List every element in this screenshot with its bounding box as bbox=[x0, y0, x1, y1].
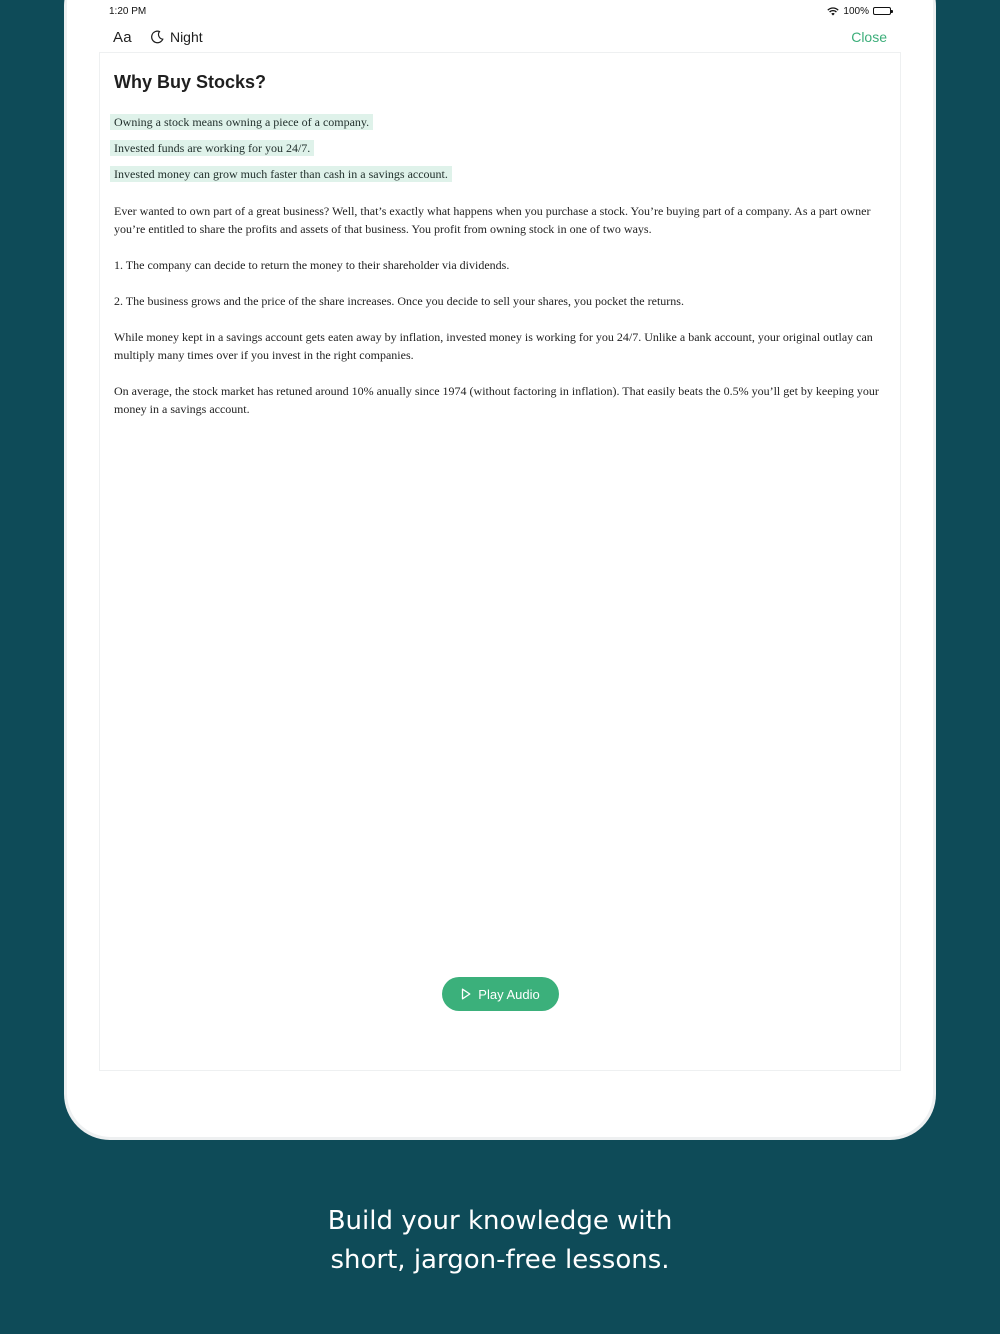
article-paragraph: Ever wanted to own part of a great business? Well, that’s exactly what happens when you purchase a stock. You’re buying part of a company. As a part owner you’re entitled to share the profits and assets of that business. You profit from owning stock in one of two ways. bbox=[114, 204, 871, 236]
article-paragraph: 2. The business grows and the price of the share increases. Once you decide to sell your shares, you pocket the returns. bbox=[114, 294, 684, 308]
key-points bbox=[110, 113, 452, 191]
caption-line-2: short, jargon-free lessons. bbox=[330, 1245, 670, 1275]
promo-caption bbox=[0, 1202, 1000, 1280]
caption-line-1: Build your knowledge with bbox=[327, 1206, 673, 1236]
article-paragraph: 1. The company can decide to return the money to their shareholder via dividends. bbox=[114, 258, 510, 272]
key-point-item: Owning a stock means owning a piece of a company. bbox=[110, 114, 373, 130]
font-size-button[interactable]: Aa bbox=[113, 28, 132, 46]
play-icon bbox=[461, 988, 471, 1000]
article-paragraph: On average, the stock market has retuned around 10% anually since 1974 (without factoring in inflation). That easily beats the 0.5% you’ll get by keeping your money in a savings account. bbox=[114, 384, 879, 416]
key-point-item: Invested funds are working for you 24/7. bbox=[110, 140, 314, 156]
play-audio-button[interactable] bbox=[442, 977, 559, 1011]
reader-toolbar bbox=[113, 22, 887, 52]
status-bar bbox=[109, 0, 891, 22]
play-audio-label: Play Audio bbox=[478, 986, 540, 1002]
article-paragraph: While money kept in a savings account gets eaten away by inflation, invested money is working for you 24/7. Unlike a bank account, your original outlay can multiply many times over if you invest in the right companies. bbox=[114, 330, 873, 362]
tablet-screen bbox=[67, 0, 933, 1137]
night-mode-button[interactable] bbox=[150, 29, 203, 45]
battery-icon bbox=[873, 7, 891, 15]
status-time: 1:20 PM bbox=[109, 5, 147, 17]
key-point-item: Invested money can grow much faster than cash in a savings account. bbox=[110, 166, 452, 182]
wifi-icon bbox=[827, 7, 839, 16]
tablet-frame bbox=[64, 0, 936, 1140]
toolbar-left bbox=[113, 29, 203, 46]
moon-icon bbox=[150, 30, 164, 44]
status-right bbox=[827, 6, 891, 17]
close-button[interactable]: Close bbox=[851, 29, 887, 45]
article-card bbox=[99, 52, 901, 1071]
battery-percent: 100% bbox=[843, 5, 869, 17]
article-title: Why Buy Stocks? bbox=[114, 72, 267, 92]
article-body bbox=[114, 202, 889, 436]
night-mode-label: Night bbox=[169, 29, 203, 45]
